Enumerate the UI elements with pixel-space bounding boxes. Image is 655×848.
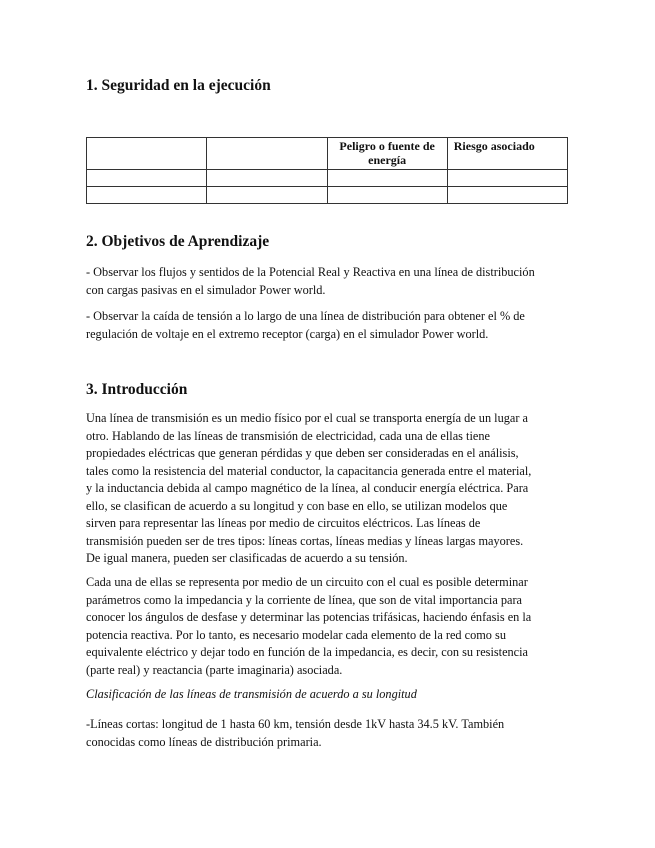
- intro-paragraph-2: [86, 574, 568, 679]
- table-cell: [447, 170, 567, 187]
- text-line: parámetros como la impedancia y la corriente de línea, que son de vital importancia para: [86, 592, 523, 607]
- text-line: con cargas pasivas en el simulador Power world.: [86, 282, 326, 297]
- table-cell: [447, 187, 567, 204]
- text-line: sirven para representar las líneas por medio de circuitos eléctricos. Las líneas de: [86, 516, 481, 530]
- table-header-cell: [87, 138, 207, 170]
- text-line: equivalente eléctrico y dejar todo en función de la impedancia, es decir, con su resistencia: [86, 645, 529, 659]
- table-row: [87, 170, 568, 187]
- text-line: conocer los ángulos de desfase y determinar las potencias trifásicas, haciendo énfasis en la: [86, 610, 532, 624]
- text-line: -Líneas cortas: longitud de 1 hasta 60 km, tensión desde 1kV hasta 34.5 kV. También: [86, 717, 505, 731]
- table-cell: [327, 187, 447, 204]
- table-header-peligro: Peligro o fuente de energía: [327, 138, 447, 170]
- text-line: transmisión pueden ser de tres tipos: líneas cortas, líneas medias y líneas largas mayores.: [86, 533, 524, 548]
- text-line: y la inductancia debida al campo magnético de la línea, al conducir energía eléctrica. Para: [86, 481, 529, 495]
- text-line: Cada una de ellas se representa por medio de un circuito con el cual es posible determinar: [86, 575, 528, 589]
- objective-paragraph: [86, 308, 568, 343]
- text-line: tales como la resistencia del material conductor, la capacitancia generada entre el material,: [86, 463, 532, 478]
- table-cell: [207, 187, 327, 204]
- classification-subtitle: [86, 686, 568, 704]
- text-line: ello, se clasifican de acuerdo a su longitud y con base en ello, se utilizan modelos que: [86, 498, 508, 513]
- section-title-introduccion: 3. Introducción: [86, 381, 188, 398]
- text-line: - Observar los flujos y sentidos de la Potencial Real y Reactiva en una línea de distribución: [86, 265, 535, 279]
- table-header-row: [87, 138, 568, 170]
- table-cell: [87, 187, 207, 204]
- text-line: - Observar la caída de tensión a lo largo de una línea de distribución para obtener el % de: [86, 309, 525, 323]
- table-row: [87, 187, 568, 204]
- text-line: Clasificación de las líneas de transmisión de acuerdo a su longitud: [86, 687, 417, 701]
- text-line: De igual manera, pueden ser clasificadas de acuerdo a su tensión.: [86, 551, 408, 565]
- table-header-cell: [207, 138, 327, 170]
- text-line: otro. Hablando de las líneas de transmisión de electricidad, cada una de ellas tiene: [86, 428, 490, 443]
- safety-table: [86, 137, 568, 204]
- section-title-objetivos: 2. Objetivos de Aprendizaje: [86, 233, 270, 250]
- table-cell: [327, 170, 447, 187]
- section-title-seguridad: 1. Seguridad en la ejecución: [86, 77, 271, 94]
- objective-paragraph: [86, 264, 568, 299]
- text-line: conocidas como líneas de distribución primaria.: [86, 734, 322, 749]
- table-cell: [207, 170, 327, 187]
- table-header-riesgo: Riesgo asociado: [447, 138, 567, 170]
- lineas-cortas-paragraph: [86, 716, 568, 751]
- intro-paragraph-1: [86, 410, 568, 568]
- text-line: propiedades eléctricas que generan pérdidas y que deben ser consideradas en el análisis,: [86, 446, 519, 460]
- text-line: regulación de voltaje en el extremo receptor (carga) en el simulador Power world.: [86, 326, 489, 341]
- text-line: (parte real) y reactancia (parte imaginaria) asociada.: [86, 662, 343, 677]
- text-line: potencia reactiva. Por lo tanto, es necesario modelar cada elemento de la red como su: [86, 627, 506, 642]
- table-cell: [87, 170, 207, 187]
- text-line: Una línea de transmisión es un medio físico por el cual se transporta energía de un lugar a: [86, 411, 528, 425]
